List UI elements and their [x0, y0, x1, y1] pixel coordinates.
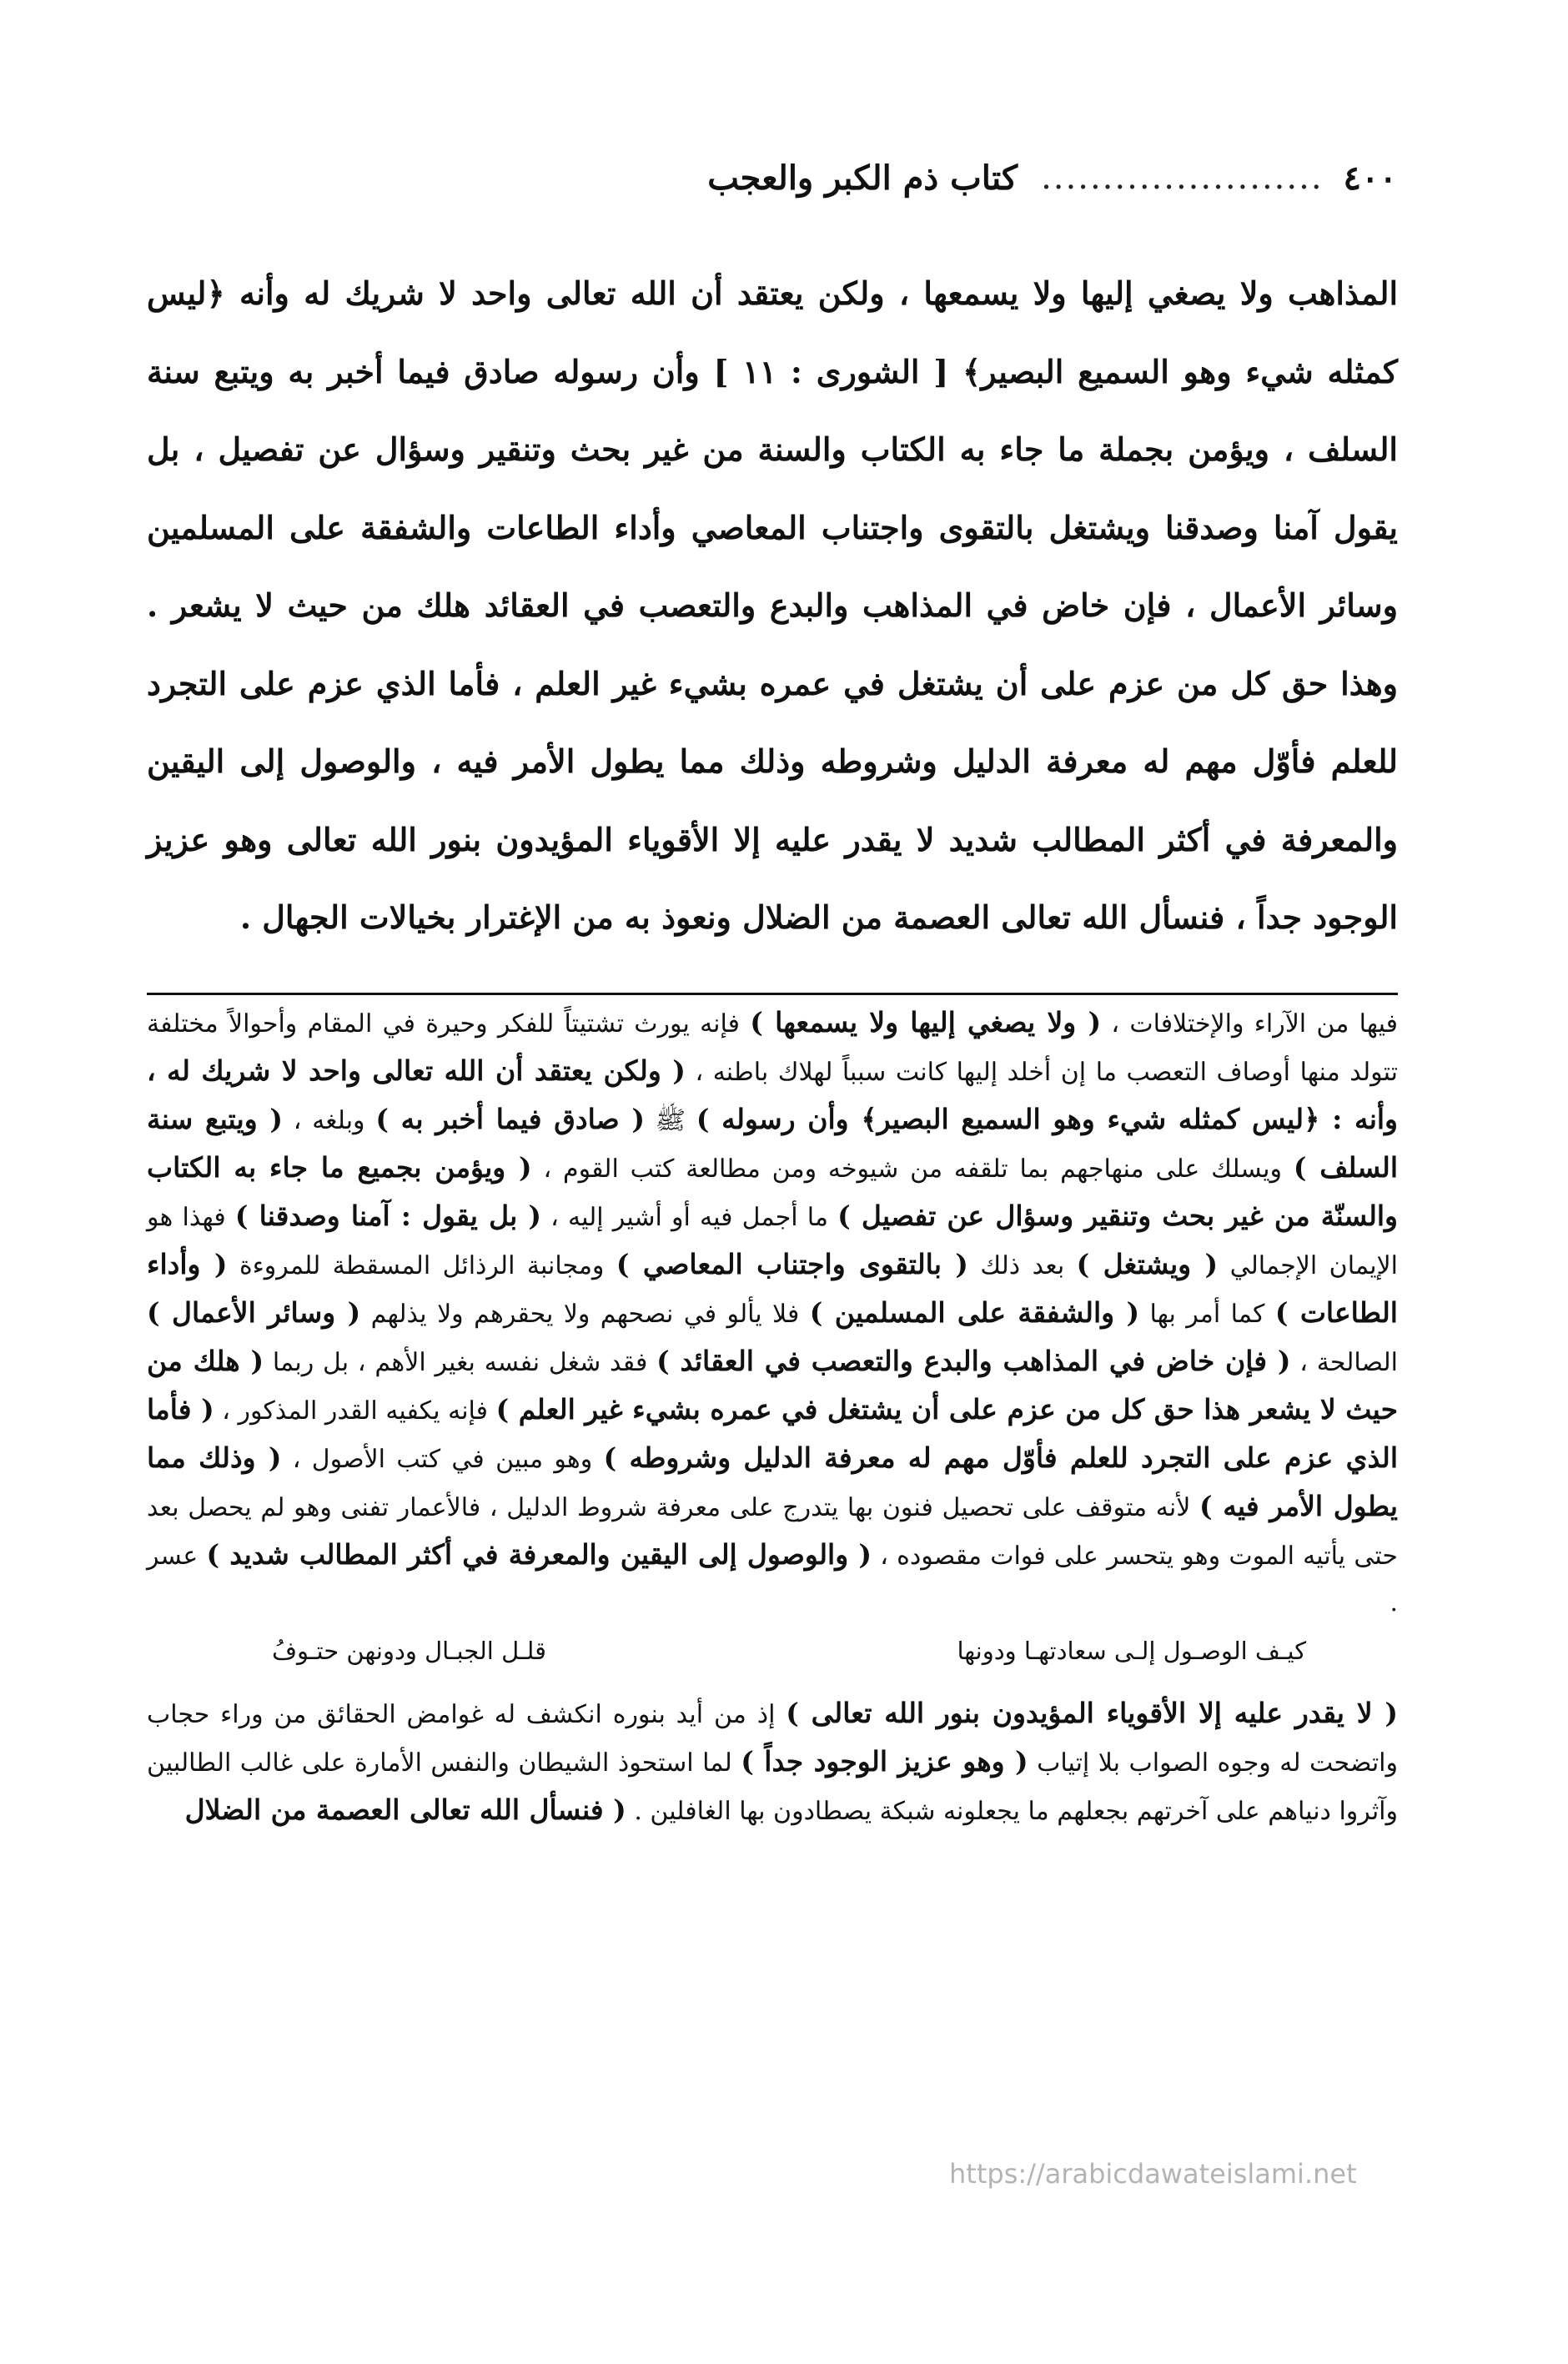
matn-quote: ( وسائر الأعمال )	[147, 1296, 361, 1329]
matn-quote: ( لا يقدر عليه إلا الأقوياء المؤيدون بنور الله تعالى )	[786, 1697, 1398, 1729]
main-paragraph: المذاهب ولا يصغي إليها ولا يسمعها ، ولكن يعتقد أن الله تعالى واحد لا شريك له وأنه ﴿ليس كمثله شيء وهو السميع البصير﴾ [ الشورى : ١١ ] وأن رسوله صادق فيما أخبر به ويتبع سنة السلف ، ويؤمن بجملة ما جاء به الكتاب والسنة من غير بحث وتنقير وسؤال عن تفصيل ، بل يقول آمنا وصدقنا ويشتغل بالتقوى واجتناب المعاصي وأداء الطاعات والشفقة على المسلمين وسائر الأعمال ، فإن خاض في المذاهب والبدع والتعصب في العقائد هلك من حيث لا يشعر . وهذا حق كل من عزم على أن يشتغل في عمره بشيء غير العلم ، فأما الذي عزم على التجرد للعلم فأوّل مهم له معرفة الدليل وشروطه وذلك مما يطول الأمر فيه ، والوصول إلى اليقين والمعرفة في أكثر المطالب شديد لا يقدر عليه إلا الأقوياء المؤيدون بنور الله تعالى وهو عزيز الوجود جداً ، فنسأل الله تعالى العصمة من الضلال ونعوذ به من الإغترار بخيالات الجهال .	[147, 274, 1398, 936]
watermark-url: https://arabicdawateislami.net	[949, 2158, 1357, 2190]
matn-quote: ( وهو عزيز الوجود جداً )	[741, 1745, 1028, 1778]
sharh-text: ما أجمل فيه أو أشير إليه ،	[541, 1203, 838, 1232]
sharh-text: فلا يألو في نصحهم ولا يحقرهم ولا يذلهم	[360, 1300, 810, 1329]
matn-quote: ( فأما الذي عزم على التجرد للعلم فأوّل مهم له معرفة الدليل وشروطه )	[147, 1393, 1399, 1474]
matn-quote: ( ويتبع سنة السلف )	[147, 1103, 1399, 1184]
sharh-text: ويسلك على منهاجهم بما تلقفه من شيوخه ومن مطالعة كتب القوم ،	[531, 1154, 1294, 1184]
matn-quote: ( صادق فيما أخبر به )	[375, 1103, 646, 1135]
sharh-text: ومجانبة الرذائل المسقطة للمروءة	[227, 1251, 616, 1280]
sharh-text: وبلغه ،	[282, 1106, 376, 1135]
matn-quote: ( هلك من حيث لا يشعر هذا حق كل من عزم على أن يشتغل في عمره بشيء غير العلم )	[147, 1345, 1398, 1426]
matn-quote: ( ويشتغل )	[1076, 1248, 1219, 1280]
sharh-text: عسر .	[147, 1542, 1398, 1617]
matn-quote: ( ولكن يعتقد أن الله تعالى واحد لا شريك له ، وأنه : ﴿ليس كمثله شيء وهو السميع البصير﴾ وأن رسوله )	[147, 1054, 1398, 1135]
sharh-text: إذ من أيد بنوره انكشف له غوامض الحقائق من وراء حجاب واتضحت له وجوه الصواب بلا إتياب	[147, 1700, 1399, 1778]
sharh-text: ﷺ	[645, 1106, 696, 1135]
matn-quote: ( فنسأل الله تعالى العصمة من الضلال	[184, 1793, 626, 1826]
page-number: ٤٠٠	[1343, 158, 1397, 198]
commentary-section	[147, 999, 1398, 1835]
poetry-verse	[147, 1627, 1398, 1675]
main-text	[147, 254, 1398, 957]
sharh-text: فقد شغل نفسه بغير الأهم ، بل ربما	[264, 1348, 657, 1377]
verse-hemistich-second: قلـل الجبـال ودونهن حتـوفُ	[272, 1637, 546, 1665]
matn-quote: ( ويؤمن بجميع ما جاء به الكتاب والسنّة من غير بحث وتنقير وسؤال عن تفصيل )	[147, 1151, 1398, 1232]
matn-quote: ( بل يقول : آمنا وصدقنا )	[234, 1200, 542, 1232]
footnote-separator	[147, 993, 1398, 995]
book-title: كتاب ذم الكبر والعجب	[707, 158, 1018, 198]
sharh-text: بعد ذلك	[967, 1251, 1077, 1280]
matn-quote: ( وذلك مما يطول الأمر فيه )	[147, 1441, 1398, 1522]
sharh-text: وهو مبين في كتب الأصول ،	[281, 1445, 604, 1474]
matn-quote: ( فإن خاض في المذاهب والبدع والتعصب في العقائد )	[656, 1345, 1291, 1377]
sharh-text: كما أمر بها	[1139, 1300, 1275, 1329]
matn-quote: ( والوصول إلى اليقين والمعرفة في أكثر المطالب شديد )	[206, 1538, 872, 1571]
sharh-text: لما استحوذ الشيطان والنفس الأمارة على غالب الطالبين وآثروا دنياهم على آخرتهم بجعلهم ما يجعلونه شبكة يصطادون بها الغافلين .	[147, 1748, 1398, 1826]
commentary-paragraph	[147, 999, 1398, 1627]
sharh-text: فإنه يكفيه القدر المذكور ،	[214, 1396, 496, 1426]
sharh-text: الصالحة ،	[1290, 1348, 1398, 1377]
header-dot-leader: .......................	[1041, 158, 1324, 197]
verse-hemistich-first: كيـف الوصـول إلـى سعادتهـا ودونها	[957, 1637, 1306, 1665]
matn-quote: ( والشفقة على المسلمين )	[809, 1296, 1140, 1329]
matn-quote: ( وأداء الطاعات )	[147, 1248, 1398, 1329]
sharh-text: فيها من الآراء والإختلافات ،	[1101, 1009, 1398, 1039]
page-header	[188, 148, 1397, 207]
sharh-text: لأنه متوقف على تحصيل فنون بها يتدرج على معرفة شروط الدليل ، فالأعمار تفنى وهو لم يحصل بعد حتى يأتيه الموت وهو يتحسر على فوات مقصوده ،	[147, 1493, 1398, 1571]
sharh-text: فإنه يورث تشتيتاً للفكر وحيرة في المقام وأحوالاً مختلفة تتولد منها أوصاف التعصب ما إن أخلد إليها كانت سبباً لهلاك باطنه ،	[147, 1009, 1398, 1087]
matn-quote: ( بالتقوى واجتناب المعاصي )	[616, 1248, 968, 1280]
matn-quote: ( ولا يصغي إليها ولا يسمعها )	[750, 1006, 1102, 1039]
commentary-paragraph-continued	[147, 1690, 1398, 1835]
sharh-text: فهذا هو الإيمان الإجمالي	[147, 1203, 1398, 1280]
